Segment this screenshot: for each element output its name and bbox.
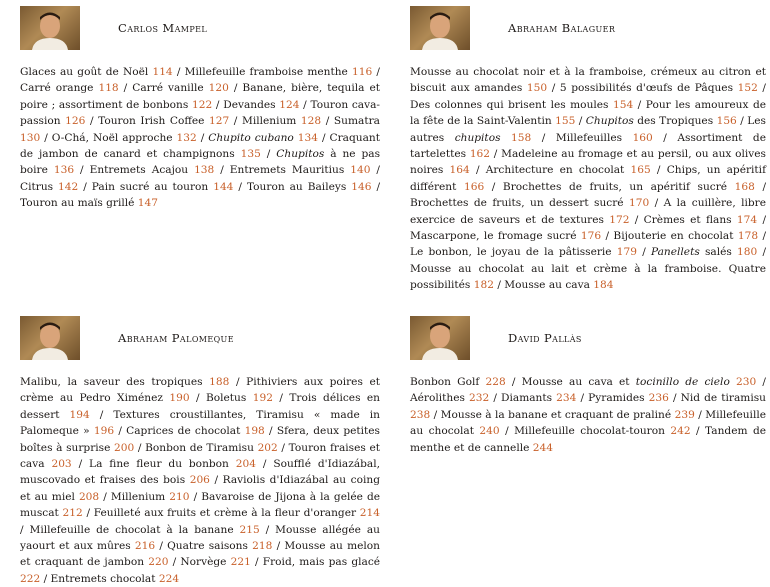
- recipe-title: Entremets chocolat: [50, 572, 156, 585]
- recipe-title: Textures croustillantes, Tiramisu « made in Palomeque »: [20, 408, 380, 438]
- recipe-entry: [51, 573, 180, 585]
- recipe-list: Malibu, la saveur des tropiques 188 / Pithiviers aux poires et crème au Pedro Ximénez 190 / Boletus 192 / Trois délices en dessert 194 / Textures croustillantes, Tiramisu « made in Palomeque » 196 / Caprices de chocolat 198 / Sfera, deux petites boîtes à surprise 200 / Bonbon de Tiramisu 202 / Touron fraises et cava 203 / La fine fleur du bonbon 204 / Soufflé d'Idiazábal, muscovado et fraises des bois 206 / Raviolis d'Idiazábal au coing et au miel 208 / Millenium 210 / Bavaroise de Jijona à la gelée de muscat 212 / Feuilleté aux fruits et crème à la fleur d'oranger 214 / Millefeuille de chocolat à la banane 215 / Mousse allégée au yaourt et aux mûres 216 / Quatre saisons 218 / Mousse au melon et craquant de jambon 220 / Norvège 221 / Froid, mais pas glacé 222 / Entremets chocolat 224: [20, 376, 381, 585]
- recipe-title-rest: tocinillo de cielo: [635, 376, 730, 388]
- recipe-title: Touron fraises et cava: [20, 441, 380, 471]
- chef-header: [20, 6, 380, 50]
- recipe-title-rest: chupitos: [454, 131, 501, 144]
- page-number: 158: [511, 131, 532, 144]
- recipe-entry: [52, 132, 197, 144]
- recipe-title: Millefeuille chocolat-touron: [514, 425, 665, 438]
- chef-section-abraham-balaguer: [410, 6, 766, 294]
- page-number: 206: [189, 474, 210, 487]
- recipe-title: Les autres: [410, 115, 766, 144]
- page-number: 122: [192, 98, 213, 111]
- recipe-title: Mousse au cava et: [521, 376, 636, 388]
- recipe-title: Caprices de chocolat: [126, 425, 241, 438]
- chef-name: Carlos Mampel: [118, 21, 208, 35]
- page-number: 165: [630, 164, 651, 177]
- chef-photo: [20, 6, 80, 50]
- page-number: 242: [670, 425, 691, 438]
- recipe-title: Banane, bière, tequila et poire ; assortiment de bonbons: [20, 82, 380, 111]
- recipe-entry: [410, 197, 649, 209]
- page-number: 202: [257, 441, 278, 454]
- recipe-entry: [20, 181, 78, 193]
- recipe-entry: [208, 132, 318, 144]
- page-number: 180: [737, 246, 758, 259]
- recipe-title: Chupitos: [276, 148, 325, 161]
- recipe-title: Pithiviers aux poires et crème au Pedro Ximénez: [20, 376, 380, 405]
- recipe-title: Assortiment de tartelettes: [410, 131, 766, 161]
- page-number: 218: [252, 540, 273, 553]
- recipe-title: Aérolithes: [410, 392, 465, 405]
- page-number: 190: [169, 392, 190, 405]
- recipe-list: Bonbon Golf 228 / Mousse au cava et tocinillo de cielo 230 / Aérolithes 232 / Diamants 234 / Pyramides 236 / Nid de tiramisu 238 / Mousse à la banane et craquant de praliné 239 / Millefeuille au chocolat 240 / Millefeuille chocolat-touron 242 / Tandem de menthe et de cannelle 244: [410, 376, 767, 454]
- recipe-entry: [20, 82, 119, 94]
- recipe-title: Boletus: [205, 392, 247, 405]
- recipe-title: Des colonnes qui brisent les moules: [410, 98, 609, 111]
- recipe-title: Feuilleté aux fruits et crème à la fleur d'oranger: [93, 507, 357, 520]
- recipe-title: Millenium: [241, 115, 297, 128]
- recipe-entry: [132, 82, 229, 94]
- recipe-title: Diamants: [501, 392, 553, 405]
- recipe-entry: [180, 556, 250, 568]
- chef-header: [410, 6, 766, 50]
- recipe-entry: [588, 392, 669, 404]
- page-number: 228: [485, 376, 506, 388]
- recipe-title: Bonbon de Tiramisu: [145, 441, 254, 454]
- recipe-entry: [126, 425, 265, 437]
- recipe-entry: [247, 181, 372, 193]
- recipe-title: Mousse au cava: [504, 279, 590, 292]
- recipe-title: Sumatra: [333, 115, 380, 128]
- page-number: 214: [359, 507, 380, 520]
- page-number: 170: [628, 197, 650, 210]
- page-number: 184: [593, 279, 614, 292]
- recipe-title: Brochettes de fruits, un dessert sucré: [410, 197, 624, 210]
- recipe-entry: [29, 524, 259, 536]
- recipe-title: Chips, un apéritif différent: [410, 164, 766, 193]
- recipe-entry: [242, 115, 321, 127]
- chef-header: [20, 316, 380, 360]
- recipe-title: Carré orange: [20, 82, 94, 95]
- page-number: 130: [20, 131, 41, 144]
- recipe-title: Bijouterie en chocolat: [613, 230, 734, 243]
- page-number: 178: [737, 230, 759, 243]
- recipe-title: Glaces au goût de Noël: [20, 66, 149, 78]
- recipe-title: Pain sucré au touron: [91, 180, 209, 193]
- recipe-title: Craquant de jambon de canard et champignons: [20, 131, 380, 161]
- page-number: 172: [609, 213, 630, 226]
- recipe-title-rest: salés: [699, 246, 732, 259]
- recipe-entry: [503, 181, 755, 193]
- recipe-entry: [90, 164, 215, 176]
- recipe-entry: [94, 507, 380, 519]
- recipe-title: Tandem de menthe et de cannelle: [410, 425, 767, 454]
- chef-name: Abraham Balaguer: [508, 21, 616, 35]
- recipe-title: Touron au Baileys: [246, 180, 347, 193]
- recipe-entry: [651, 246, 757, 258]
- recipe-entry: [185, 66, 373, 78]
- recipe-entry: [410, 392, 489, 404]
- recipe-title: Madeleine au fromage et au persil, ou aux olives noires: [410, 148, 766, 177]
- page-number: 220: [148, 556, 169, 569]
- recipe-title: Nid de tiramisu: [680, 392, 766, 405]
- page-number: 238: [410, 408, 431, 421]
- page-number: 182: [473, 279, 494, 292]
- recipe-title: Norvège: [180, 556, 227, 569]
- page-number: 216: [134, 540, 156, 553]
- recipe-entry: [644, 214, 758, 226]
- page-number: 114: [152, 66, 173, 78]
- recipe-title: Mousse allégée au yaourt et aux mûres: [20, 523, 380, 553]
- recipe-entry: [145, 442, 278, 454]
- chef-section-abraham-palomeque: [20, 316, 380, 587]
- recipe-title: Trois délices en dessert: [20, 392, 380, 421]
- recipe-title: La fine fleur du bonbon: [89, 458, 229, 471]
- recipe-entry: [230, 164, 371, 176]
- recipe-entry: [586, 115, 737, 127]
- recipe-title: Quatre saisons: [167, 540, 248, 553]
- recipe-title: Panellets: [650, 246, 700, 259]
- page-number: 234: [556, 392, 577, 405]
- page-number: 212: [62, 507, 83, 520]
- page-number: 166: [463, 180, 485, 193]
- recipe-entry: [410, 230, 601, 242]
- recipe-title: Pyramides: [588, 392, 645, 405]
- page-number: 155: [555, 115, 576, 128]
- chef-section-carlos-mampel: [20, 6, 380, 212]
- recipe-title-rest: des Tropiques: [633, 115, 714, 128]
- chef-photo: [410, 316, 470, 360]
- recipe-title: Soufflé d'Idiazábal, muscovado et fraises des bois: [20, 458, 380, 487]
- recipe-title-rest: à ne pas boire: [20, 148, 381, 177]
- page-number: 221: [230, 556, 251, 569]
- page-number: 176: [580, 230, 602, 243]
- recipe-title: Froid, mais pas glacé: [262, 556, 381, 569]
- recipe-entry: [514, 425, 691, 437]
- recipe-title: Pour les amoureux de la fête de la Saint-Valentin: [410, 98, 766, 128]
- page-number: 160: [632, 131, 653, 144]
- recipe-entry: [206, 392, 273, 404]
- page-number: 200: [114, 441, 135, 454]
- page-number: 230: [736, 376, 757, 388]
- recipe-entry: [410, 99, 633, 111]
- recipe-title: Le bonbon, le joyau de la pâtisserie: [410, 246, 612, 259]
- page-number: 127: [209, 115, 230, 128]
- page-number: 240: [479, 425, 500, 438]
- page-number: 162: [469, 148, 491, 161]
- recipe-title: Architecture en chocolat: [485, 164, 625, 177]
- recipe-entry: [111, 491, 190, 503]
- chef-name: David Pallàs: [508, 331, 582, 345]
- recipe-title: Mascarpone, le fromage sucré: [410, 230, 577, 243]
- page-number: 198: [244, 425, 265, 438]
- recipe-entry: [20, 197, 158, 209]
- page-number: 152: [737, 82, 758, 95]
- recipe-entry: [20, 66, 173, 78]
- recipe-list: Mousse au chocolat noir et à la framboise, crémeux au citron et biscuit aux amandes 150 / 5 possibilités d'œufs de Pâques 152 / Des colonnes qui brisent les moules 154 / Pour les amoureux de la fête de la Saint-Valentin 155 / Chupitos des Tropiques 156 / Les autres chupitos 158 / Millefeuilles 160 / Assortiment de tartelettes 162 / Madeleine au fromage et au persil, ou aux olives noires 164 / Architecture en chocolat 165 / Chips, un apéritif différent 166 / Brochettes de fruits, un apéritif sucré 168 / Brochettes de fruits, un dessert sucré 170 / A la cuillère, libre exercice de saveurs et de textures 172 / Crèmes et flans 174 / Mascarpone, le fromage sucré 176 / Bijouterie en chocolat 178 / Le bonbon, le joyau de la pâtisserie 179 / Panellets salés 180 / Mousse au chocolat au lait et crème à la framboise. Quatre possibilités 182 / Mousse au cava 184: [410, 66, 767, 292]
- page-number: 232: [469, 392, 490, 405]
- page-number: 116: [352, 66, 373, 78]
- recipe-title: Chupito cubano: [208, 131, 294, 144]
- recipe-entry: [98, 115, 229, 127]
- recipe-title: Chupitos: [585, 115, 634, 128]
- recipe-entry: [504, 279, 613, 291]
- recipe-title: Touron cava-passion: [20, 98, 380, 128]
- recipe-title: Entremets Acajou: [89, 164, 189, 177]
- recipe-title: Mousse à la banane et craquant de praliné: [440, 408, 672, 421]
- page-number: 120: [208, 82, 229, 95]
- recipe-title: Millefeuille framboise menthe: [184, 66, 348, 78]
- recipe-entry: [410, 246, 637, 258]
- page-number: 135: [240, 148, 261, 161]
- recipe-list: Glaces au goût de Noël 114 / Millefeuille framboise menthe 116 / Carré orange 118 / Carré vanille 120 / Banane, bière, tequila et poire ; assortiment de bonbons 122 / Devandes 124 / Touron cava-passion 126 / Touron Irish Coffee 127 / Millenium 128 / Sumatra 130 / O-Chá, Noël approche 132 / Chupito cubano 134 / Craquant de jambon de canard et champignons 135 / Chupitos à ne pas boire 136 / Entremets Acajou 138 / Entremets Mauritius 140 / Citrus 142 / Pain sucré au touron 144 / Touron au Baileys 146 / Touron au maïs grillé 147: [20, 66, 381, 210]
- recipe-title: Malibu, la saveur des tropiques: [20, 376, 203, 388]
- recipe-title: Mousse au chocolat au lait et crème à la framboise. Quatre possibilités: [410, 262, 766, 292]
- chef-photo: [20, 316, 80, 360]
- page-number: 146: [351, 180, 372, 193]
- page-number: 140: [350, 164, 371, 177]
- recipe-entry: [89, 458, 256, 470]
- recipe-title: Mousse au melon et craquant de jambon: [20, 540, 380, 569]
- recipe-entry: [613, 230, 758, 242]
- recipe-entry: [441, 409, 695, 421]
- page-number: 142: [58, 180, 79, 193]
- recipe-entry: [522, 376, 757, 388]
- page-number: 208: [78, 490, 100, 503]
- recipe-entry: [556, 132, 653, 144]
- recipe-title: Citrus: [20, 180, 54, 193]
- recipe-title: Millenium: [110, 490, 166, 503]
- chef-header: [410, 316, 766, 360]
- recipe-title: Bonbon Golf: [410, 376, 480, 388]
- page-number: 192: [252, 392, 273, 405]
- page-number: 118: [98, 82, 119, 95]
- recipe-title: Raviolis d'Idiazábal au coing et au miel: [20, 474, 380, 503]
- page-number: 222: [20, 572, 41, 585]
- page-number: 174: [736, 213, 758, 226]
- page-number: 156: [716, 115, 737, 128]
- page-number: 210: [169, 490, 190, 503]
- recipe-title: Entremets Mauritius: [229, 164, 345, 177]
- page-number: 132: [176, 131, 197, 144]
- recipe-title: Mousse au chocolat noir et à la framboise, crémeux au citron et biscuit aux amandes: [410, 66, 766, 95]
- page-number: 203: [51, 458, 72, 471]
- page-number: 138: [194, 164, 215, 177]
- page-number: 147: [137, 197, 159, 210]
- page-number: 244: [532, 441, 553, 454]
- page-number: 236: [648, 392, 669, 405]
- page-number: 224: [158, 572, 180, 585]
- chef-section-david-pallas: [410, 316, 766, 456]
- page-number: 150: [526, 82, 548, 95]
- recipe-title: Devandes: [223, 98, 276, 111]
- chef-name: Abraham Palomeque: [118, 331, 234, 345]
- recipe-title: A la cuillère, libre exercice de saveurs et de textures: [410, 197, 766, 226]
- page-number: 124: [279, 98, 300, 111]
- recipe-title: Touron au maïs grillé: [20, 197, 135, 210]
- recipe-entry: [92, 181, 234, 193]
- recipe-title: Millefeuille au chocolat: [410, 408, 766, 438]
- page-number: 239: [674, 408, 695, 421]
- recipe-title: Touron Irish Coffee: [98, 115, 205, 128]
- recipe-entry: [167, 540, 272, 552]
- page-number: 168: [734, 180, 755, 193]
- page-number: 194: [69, 408, 90, 421]
- page-number: 188: [209, 376, 230, 388]
- chef-photo: [410, 6, 470, 50]
- recipe-entry: [501, 392, 576, 404]
- recipe-title: Crèmes et flans: [643, 213, 732, 226]
- page-number: 204: [235, 458, 256, 471]
- page-number: 215: [239, 523, 260, 536]
- recipe-title: Sfera, deux petites boîtes à surprise: [20, 425, 380, 454]
- recipe-entry: [223, 99, 299, 111]
- recipe-entry: [20, 376, 229, 388]
- recipe-title: Bavaroise de Jijona à la gelée de muscat: [20, 490, 381, 520]
- page-number: 144: [213, 180, 234, 193]
- recipe-title: O-Chá, Noël approche: [51, 131, 173, 144]
- page-number: 164: [449, 164, 470, 177]
- page-number: 179: [616, 246, 638, 259]
- page-number: 134: [297, 131, 319, 144]
- recipe-entry: [410, 376, 506, 388]
- recipe-title: 5 possibilités d'œufs de Pâques: [559, 82, 734, 95]
- page-number: 136: [53, 164, 75, 177]
- recipe-entry: [486, 164, 651, 176]
- page-number: 128: [300, 115, 322, 128]
- recipe-title: Millefeuille de chocolat à la banane: [29, 523, 234, 536]
- page-number: 126: [65, 115, 86, 128]
- recipe-title: Millefeuilles: [555, 131, 623, 144]
- recipe-title: Carré vanille: [132, 82, 204, 95]
- recipe-title: Brochettes de fruits, un apéritif sucré: [502, 180, 728, 193]
- page-number: 154: [612, 98, 634, 111]
- recipe-entry: [560, 82, 758, 94]
- page-number: 196: [93, 425, 115, 438]
